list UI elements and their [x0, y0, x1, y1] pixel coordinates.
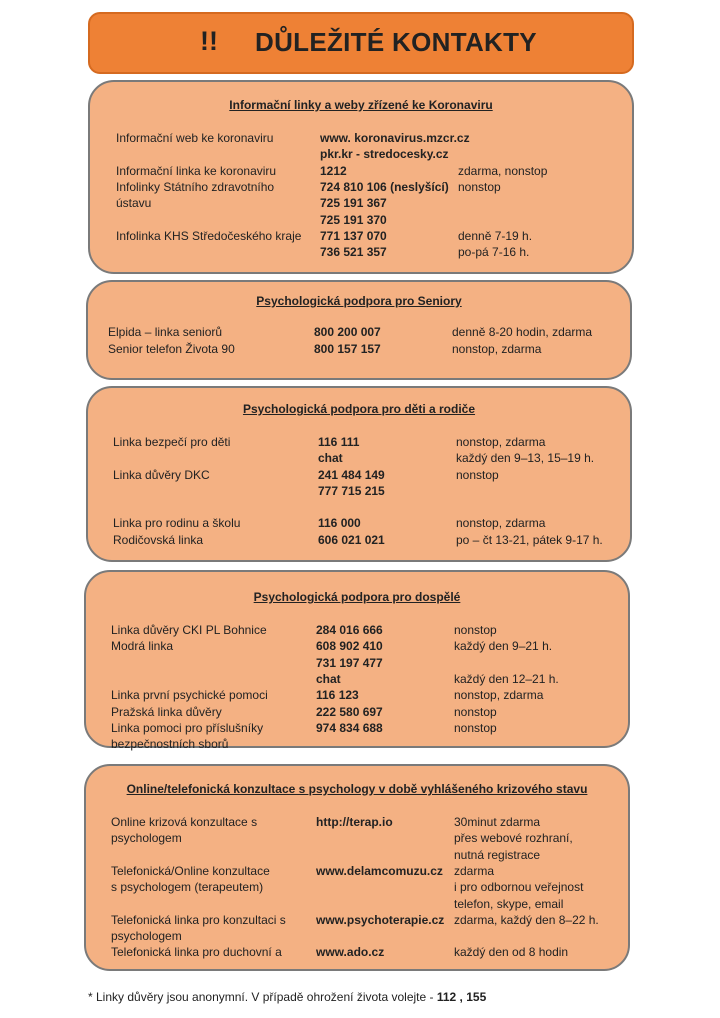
contact-value[interactable]: 725 191 370 — [320, 213, 387, 227]
contact-value[interactable]: www.psychoterapie.cz — [316, 913, 445, 927]
contact-value[interactable]: 284 016 666 — [316, 623, 383, 637]
contact-note: nonstop, zdarma — [456, 435, 546, 449]
contact-label: Linka pomoci pro příslušníky — [111, 721, 264, 735]
contact-note: denně 8-20 hodin, zdarma — [452, 325, 593, 339]
contact-label: Informační linka ke koronaviru — [116, 164, 277, 178]
section-seniors — [86, 280, 632, 380]
section-heading: Online/telefonická konzultace s psychology v době vyhlášeného krizového stavu — [126, 782, 588, 796]
contact-label: Telefonická/Online konzultace — [111, 864, 270, 878]
contact-value[interactable]: http://terap.io — [316, 815, 393, 829]
contact-label: Linka důvěry DKC — [113, 468, 210, 482]
section-heading: Psychologická podpora pro dospělé — [253, 590, 461, 604]
section-heading: Psychologická podpora pro děti a rodiče — [242, 402, 476, 416]
contact-note: každý den 9–21 h. — [454, 639, 553, 653]
contact-note: každý den od 8 hodin — [454, 945, 569, 959]
emergency-numbers: 112 , 155 — [436, 990, 487, 1004]
contact-note: nonstop — [458, 180, 501, 194]
footnote — [88, 990, 486, 1004]
contact-note: zdarma, každý den 8–22 h. — [454, 913, 599, 927]
contact-note: nonstop — [456, 468, 499, 482]
contact-label: Linka důvěry CKI PL Bohnice — [111, 623, 267, 637]
contact-value[interactable]: 724 810 106 (neslyšící) — [320, 180, 449, 194]
section-children-parents — [86, 386, 632, 562]
contact-label: Elpida – linka seniorů — [108, 325, 223, 339]
contact-value[interactable]: 116 111 — [318, 435, 360, 449]
contact-value[interactable]: 116 123 — [316, 688, 359, 702]
contact-label: Informační web ke koronaviru — [116, 131, 274, 145]
contact-value[interactable]: pkr.kr - stredocesky.cz — [320, 147, 449, 161]
contact-note: přes webové rozhraní, — [454, 831, 573, 845]
contact-note: telefon, skype, email — [454, 897, 564, 911]
section-online-consultation — [84, 764, 630, 971]
contact-note: po-pá 7-16 h. — [458, 245, 530, 259]
contact-label: Pražská linka důvěry — [111, 705, 222, 719]
contact-label: psychologem — [111, 929, 182, 943]
contact-value[interactable]: 731 197 477 — [316, 656, 383, 670]
contact-value[interactable]: chat — [316, 672, 341, 686]
section-koronavirus — [88, 80, 634, 274]
contact-value[interactable]: 800 200 007 — [314, 325, 381, 339]
contact-label: Infolinka KHS Středočeského kraje — [116, 229, 302, 243]
contact-label: Linka pro rodinu a školu — [113, 516, 241, 530]
contact-label: Senior telefon Života 90 — [108, 342, 235, 356]
contact-note: nonstop, zdarma — [452, 342, 542, 356]
contact-label: Linka první psychické pomoci — [111, 688, 268, 702]
contact-label: Telefonická linka pro konzultaci s — [111, 913, 286, 927]
contact-value[interactable]: 974 834 688 — [316, 721, 383, 735]
contact-note: zdarma — [454, 864, 495, 878]
contact-note: nonstop, zdarma — [454, 688, 544, 702]
section-heading: Informační linky a weby zřízené ke Koronaviru — [229, 98, 493, 112]
contact-note: denně 7-19 h. — [458, 229, 533, 243]
contact-note: nonstop — [454, 721, 497, 735]
contact-value[interactable]: 222 580 697 — [316, 705, 383, 719]
contact-value[interactable]: 777 715 215 — [318, 484, 385, 498]
contact-label: Infolinky Státního zdravotního — [116, 180, 275, 194]
contact-label: bezpečnostních sborů — [111, 737, 229, 751]
contact-value[interactable]: www.delamcomuzu.cz — [316, 864, 443, 878]
contact-label: ústavu — [116, 196, 152, 210]
contact-note: 30minut zdarma — [454, 815, 541, 829]
section-heading: Psychologická podpora pro Seniory — [256, 294, 462, 308]
contact-value[interactable]: www. koronavirus.mzcr.cz — [320, 131, 470, 145]
contact-value[interactable]: chat — [318, 451, 343, 465]
contact-note: každý den 12–21 h. — [454, 672, 559, 686]
contact-value[interactable]: 725 191 367 — [320, 196, 387, 210]
footnote-text: * Linky důvěry jsou anonymní. V případě ohrožení života volejte - — [88, 990, 437, 1004]
contact-value[interactable]: 771 137 070 — [320, 229, 387, 243]
contact-label: Telefonická linka pro duchovní a — [111, 945, 282, 959]
contact-note: nonstop, zdarma — [456, 516, 546, 530]
contact-note: i pro odbornou veřejnost — [454, 880, 584, 894]
section-adults — [84, 570, 630, 751]
exclamation-mark: !! — [200, 26, 218, 56]
contact-note: po – čt 13-21, pátek 9-17 h. — [456, 533, 603, 547]
contact-label: Online krizová konzultace s — [111, 815, 258, 829]
contact-label: Linka bezpečí pro děti — [113, 435, 231, 449]
contact-note: nonstop — [454, 623, 497, 637]
contact-value[interactable]: 736 521 357 — [320, 245, 387, 259]
contact-value[interactable]: www.ado.cz — [316, 945, 385, 959]
contact-note: nutná registrace — [454, 848, 541, 862]
page-header — [88, 12, 634, 74]
contact-value[interactable]: 608 902 410 — [316, 639, 383, 653]
contact-value[interactable]: 1212 — [320, 164, 347, 178]
contact-value[interactable]: 241 484 149 — [318, 468, 385, 482]
contact-note: nonstop — [454, 705, 497, 719]
contact-label: s psychologem (terapeutem) — [111, 880, 264, 894]
page-title: DŮLEŽITÉ KONTAKTY — [255, 27, 537, 57]
contact-label: Rodičovská linka — [113, 533, 204, 547]
contact-note: zdarma, nonstop — [458, 164, 548, 178]
contact-label: Modrá linka — [111, 639, 174, 653]
contact-value[interactable]: 116 000 — [318, 516, 361, 530]
contact-value[interactable]: 606 021 021 — [318, 533, 385, 547]
contact-label: psychologem — [111, 831, 182, 845]
contact-note: každý den 9–13, 15–19 h. — [456, 451, 595, 465]
contact-value[interactable]: 800 157 157 — [314, 342, 381, 356]
